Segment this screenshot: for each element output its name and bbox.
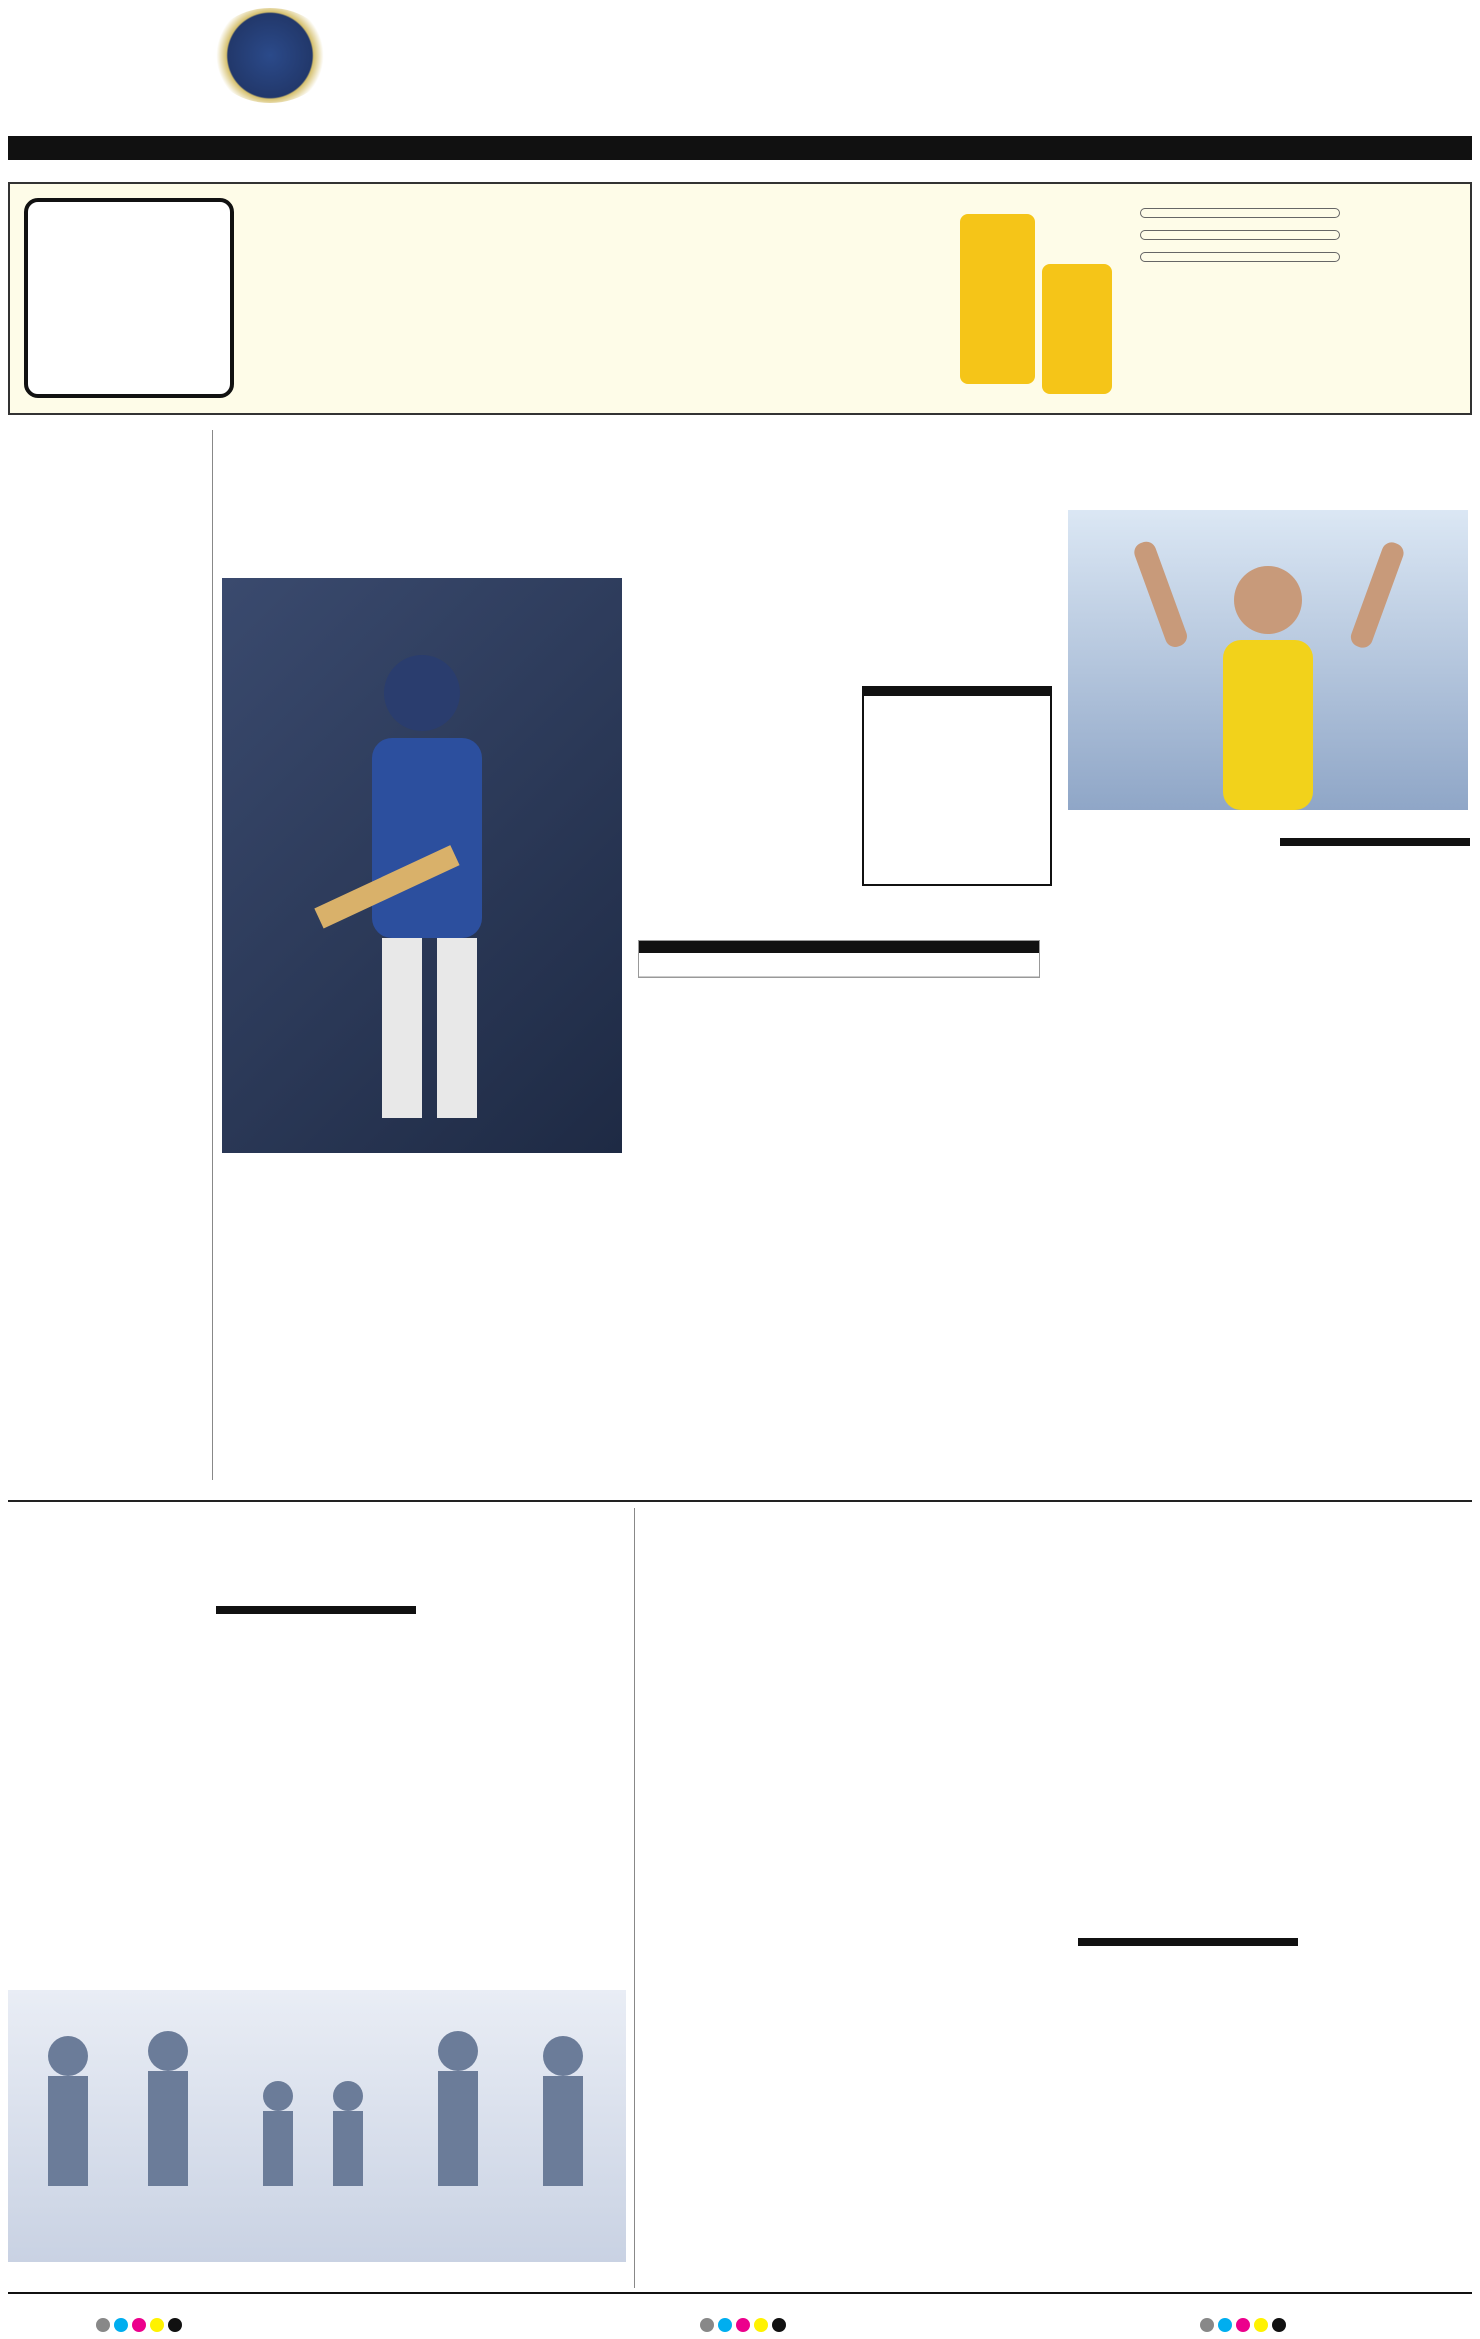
cmyk-marks: [1200, 2318, 1286, 2334]
masthead: [0, 0, 1480, 132]
cycling-body: [1068, 872, 1468, 1177]
dateline-strip: [8, 136, 1472, 160]
left-story-body: [8, 536, 204, 1486]
column-divider: [634, 1508, 635, 2288]
ad-symptoms: [280, 204, 860, 228]
van-aert-photo: [1068, 510, 1468, 810]
marsh-batting-photo: [222, 578, 622, 1153]
batsman-silhouette-icon: [222, 578, 622, 1153]
column-divider: [212, 430, 213, 1480]
kapakpong-body: [1068, 1282, 1468, 1486]
cricket-tag-wrap: [1078, 1938, 1298, 1946]
cyclist-celebration-icon: [1068, 510, 1468, 810]
gill-body: [638, 1338, 1040, 1486]
section-divider: [8, 1500, 1472, 1502]
pet-safa-advertisement[interactable]: [8, 182, 1472, 415]
ad-features: [1140, 208, 1340, 274]
lead-body-bottom: [222, 1196, 622, 1486]
scorecard-text: [862, 578, 1052, 646]
ipl-schedule-box: [862, 686, 1052, 886]
cricket-body-intro: [644, 1676, 840, 1976]
chess-tag: [216, 1606, 416, 1614]
tablets-bottle: [1042, 264, 1112, 394]
cmyk-marks: [96, 2318, 182, 2334]
lead-body-top: [632, 578, 850, 923]
cricket-body: [644, 1984, 1472, 2286]
anniversary-badge: [210, 8, 330, 103]
ipl-points-table: [638, 940, 1040, 978]
chess-group-icon: [8, 1996, 626, 2226]
granules-bottle: [960, 214, 1035, 384]
imprint-footer: [8, 2292, 1472, 2314]
cricket-tag: [1078, 1938, 1298, 1946]
product-bottles: [960, 194, 1120, 394]
chess-group-photo: [8, 1990, 626, 2262]
giro-tag: [1280, 838, 1470, 846]
cmyk-marks: [700, 2318, 786, 2334]
chess-body: [8, 1636, 628, 1984]
pet-safa-logo: [24, 198, 234, 398]
